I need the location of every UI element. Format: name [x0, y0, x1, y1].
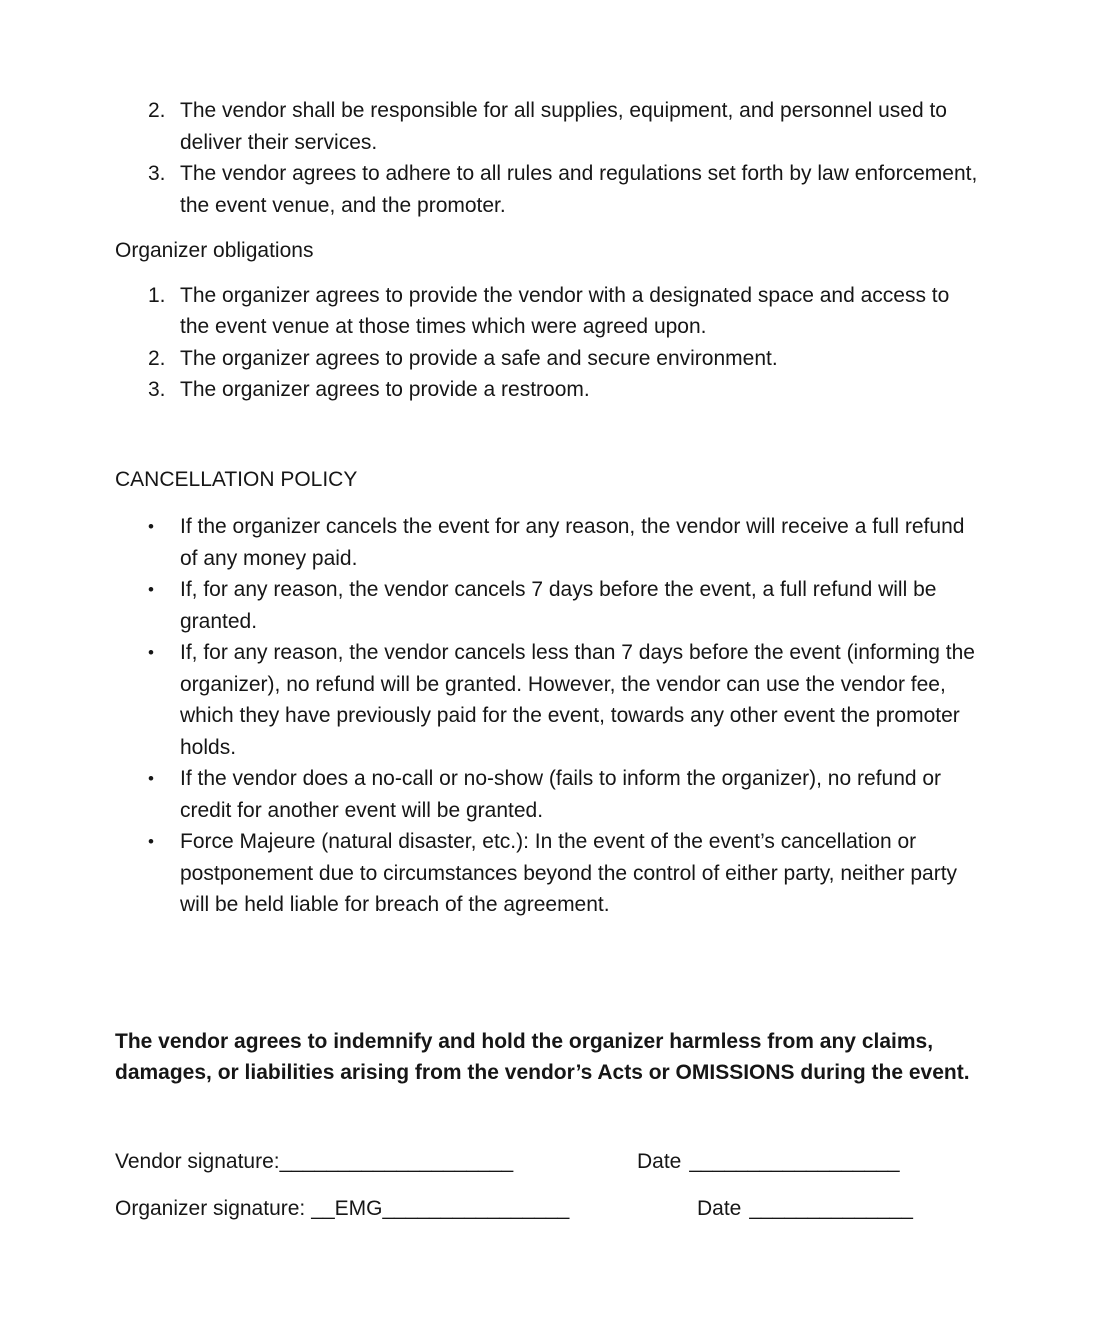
list-item	[115, 374, 978, 406]
date-label: Date	[697, 1197, 742, 1220]
bullet-icon: •	[148, 517, 154, 536]
indemnity-clause: The vendor agrees to indemnify and hold the organizer harmless from any claims, damages, or liabilities arising from the vendor’s Acts or OMISSIONS during the event.	[115, 1029, 970, 1084]
list-item-text: If, for any reason, the vendor cancels 7 days before the event, a full refund will be granted.	[180, 578, 937, 633]
list-item	[115, 637, 978, 763]
organizer-date-line[interactable]: ______________	[749, 1197, 913, 1220]
vendor-signature-line[interactable]: ____________________	[279, 1149, 514, 1173]
list-number: 1.	[148, 283, 166, 307]
list-item	[115, 280, 978, 343]
list-item-text: The organizer agrees to provide the vendor with a designated space and access to the event venue at those times which were agreed upon.	[180, 283, 950, 338]
cancellation-policy-heading: CANCELLATION POLICY	[115, 467, 358, 491]
list-item	[115, 763, 978, 826]
list-item-text: The vendor shall be responsible for all supplies, equipment, and personnel used to deliver their services.	[180, 99, 947, 154]
list-item-text: If, for any reason, the vendor cancels less than 7 days before the event (informing the organizer), no refund will be granted. However, the vendor can use the vendor fee, which they have previously paid for the event, towards any other event the promoter holds.	[180, 641, 975, 759]
list-item	[115, 826, 978, 921]
list-item	[115, 574, 978, 637]
list-item-text: Force Majeure (natural disaster, etc.): In the event of the event’s cancellation or postponement due to circumstances beyond the control of either party, neither party will be held liable for breach of the agreement.	[180, 830, 958, 916]
bullet-icon: •	[148, 832, 154, 851]
organizer-obligations-list	[115, 280, 978, 406]
bullet-icon: •	[148, 580, 154, 599]
organizer-signature-line[interactable]: ________________	[382, 1197, 570, 1220]
date-label: Date	[637, 1149, 682, 1173]
list-item	[115, 343, 978, 375]
vendor-signature-label: Vendor signature:	[115, 1149, 280, 1173]
organizer-signature-label: Organizer signature:	[115, 1197, 306, 1220]
vendor-obligations-list	[115, 95, 978, 221]
list-number: 2.	[148, 346, 166, 370]
organizer-obligations-heading: Organizer obligations	[115, 239, 314, 262]
organizer-signature-row	[115, 1193, 978, 1225]
list-item-text: The organizer agrees to provide a restroom.	[180, 378, 590, 401]
vendor-signature-row	[115, 1146, 978, 1178]
list-item	[115, 158, 978, 221]
list-item	[115, 95, 978, 158]
list-item-text: If the vendor does a no-call or no-show (fails to inform the organizer), no refund or credit for another event will be granted.	[180, 767, 942, 822]
cancellation-policy-list	[115, 511, 978, 921]
list-item-text: The vendor agrees to adhere to all rules and regulations set forth by law enforcement, the event venue, and the promoter.	[180, 162, 978, 217]
list-item-text: If the organizer cancels the event for any reason, the vendor will receive a full refund of any money paid.	[180, 515, 965, 570]
organizer-date-group	[697, 1193, 913, 1225]
list-number: 2.	[148, 99, 166, 122]
list-number: 3.	[148, 378, 166, 401]
list-number: 3.	[148, 162, 166, 185]
vendor-date-line[interactable]: __________________	[689, 1149, 900, 1173]
bullet-icon: •	[148, 643, 154, 662]
list-item-text: The organizer agrees to provide a safe and secure environment.	[180, 346, 778, 370]
bullet-icon: •	[148, 769, 154, 788]
organizer-signature-handwritten: __EMG	[311, 1197, 383, 1220]
vendor-date-group	[637, 1146, 900, 1178]
list-item	[115, 511, 978, 574]
